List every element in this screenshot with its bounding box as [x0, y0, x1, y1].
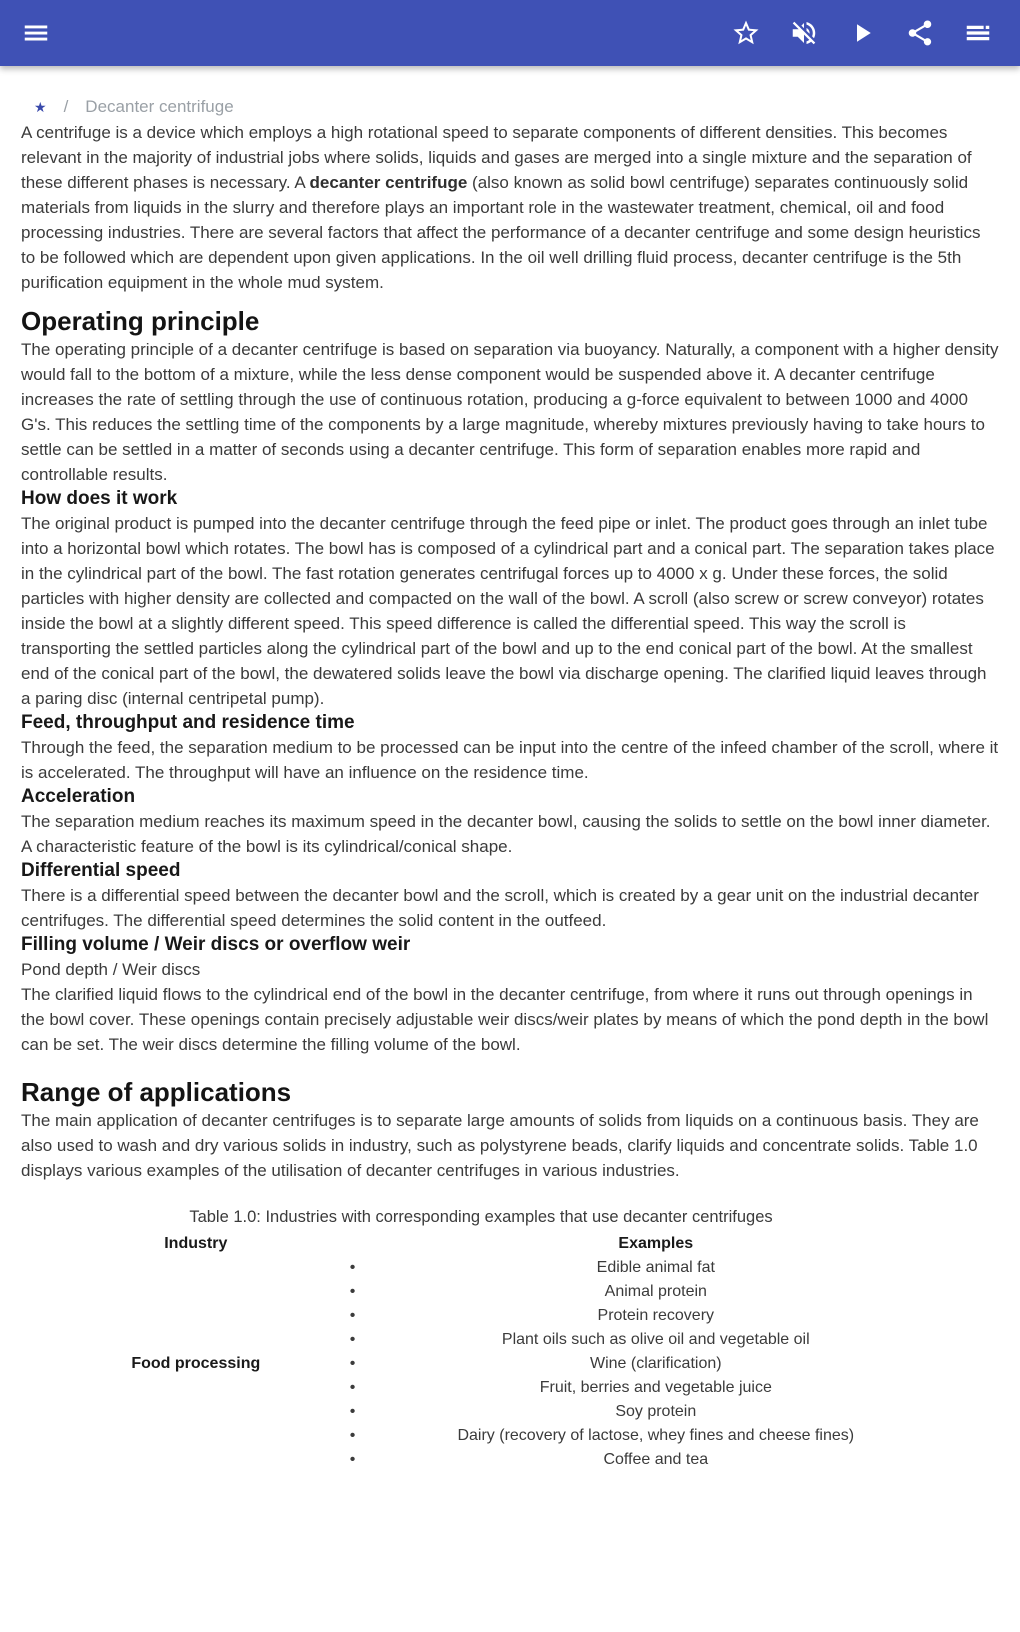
table-row [349, 1304, 941, 1328]
how-does-it-work-paragraph: The original product is pumped into the decanter centrifuge through the feed pipe or inlet. The product goes through an inlet tube into a horizontal bowl which rotates. The bowl has is composed of a cylindrical part and a conical part. The separation takes place in the cylindrical part of the bowl. The fast rotation generates centrifugal forces up to 4000 x g. Under these forces, the solid particles with higher density are collected and compacted on the wall of the bowl. A scroll (also screw or screw conveyor) rotates inside the bowl at a slightly different speed. This speed difference is called the differential speed. This way the scroll is transporting the settled particles along the cylindrical part of the bowl and up to the end conical part of the bowl. At the smallest end of the conical part of the bowl, the dewatered solids leave the bowl via discharge opening. The clarified liquid leaves through a paring disc (internal centripetal pump). [21, 514, 995, 708]
table-header-examples: Examples [618, 1235, 694, 1252]
subheading-acceleration: Acceleration [21, 786, 136, 807]
star-outline-icon[interactable] [724, 11, 768, 55]
bullet-icon: • [349, 1379, 356, 1396]
page-title: Decanter centrifuge [85, 97, 234, 116]
example-text: Wine (clarification) [589, 1355, 722, 1372]
bullet-icon: • [349, 1259, 356, 1276]
bullet-icon: • [349, 1427, 356, 1444]
article-content [0, 94, 1020, 1472]
toc-icon[interactable] [956, 11, 1000, 55]
table-row [349, 1328, 941, 1352]
subheading-how-does-it-work: How does it work [21, 488, 178, 509]
appbar-actions [724, 11, 1006, 55]
table-header-industry: Industry [164, 1235, 228, 1252]
operating-principle-paragraph: The operating principle of a decanter centrifuge is based on separation via buoyancy. Naturally, a component with a higher density would fall to the bottom of a mixture, while the less dense component would be suspended above it. A decanter centrifuge increases the rate of settling through the use of continuous rotation, producing a g-force equivalent to between 1000 and 4000 G's. This reduces the settling time of the components by a large magnitude, whereby mixtures previously having to take hours to settle can be settled in a matter of seconds using a decanter centrifuge. This form of separation enables more rapid and controllable results. [21, 340, 999, 484]
intro-bold-term: decanter centrifuge [309, 173, 468, 192]
intro-text-before: A centrifuge is a device which employs a high rotational speed to separate components of different densities. This becomes relevant in the majority of industrial jobs where solids, liquids and gases are merged into a single mixture and the separation of these different phases is necessary. A [21, 123, 972, 192]
bullet-icon: • [349, 1283, 356, 1300]
table-row [349, 1448, 941, 1472]
subheading-differential-speed: Differential speed [21, 860, 181, 881]
menu-icon[interactable] [14, 11, 58, 55]
example-text: Coffee and tea [603, 1451, 709, 1468]
table-row [349, 1376, 941, 1400]
table-row [349, 1352, 941, 1376]
section-heading-range-of-applications: Range of applications [21, 1077, 292, 1107]
bullet-icon: • [349, 1451, 356, 1468]
feed-throughput-paragraph: Through the feed, the separation medium to be processed can be input into the centre of the infeed chamber of the scroll, where it is accelerated. The throughput will have an influence on the residence time. [21, 738, 999, 782]
section-heading-operating-principle: Operating principle [21, 306, 260, 336]
example-text: Animal protein [604, 1283, 707, 1300]
breadcrumb [21, 94, 999, 120]
acceleration-paragraph: The separation medium reaches its maximum speed in the decanter bowl, causing the solids to settle on the bowl inner diameter. A characteristic feature of the bowl is its cylindrical/conical shape. [21, 812, 991, 856]
share-icon[interactable] [898, 11, 942, 55]
example-text: Dairy (recovery of lactose, whey fines and cheese fines) [457, 1427, 855, 1444]
bullet-icon: • [349, 1331, 356, 1348]
table-row [349, 1424, 941, 1448]
table-row [349, 1256, 941, 1280]
subheading-filling-volume: Filling volume / Weir discs or overflow weir [21, 934, 411, 955]
weir-discs-paragraph: The clarified liquid flows to the cylindrical end of the bowl in the decanter centrifuge, from where it runs out through openings in the bowl cover. These openings contain precisely adjustable weir discs/weir plates by means of which the pond depth in the bowl can be set. The weir discs determine the filling volume of the bowl. [21, 985, 989, 1054]
intro-text-after: (also known as solid bowl centrifuge) separates continuously solid materials from liquids in the slurry and therefore plays an important role in the wastewater treatment, chemical, oil and food processing industries. There are several factors that affect the performance of a decanter centrifuge and some design heuristics to be followed which are dependent upon given applications. In the oil well drilling fluid process, decanter centrifuge is the 5th purification equipment in the whole mud system. [21, 173, 981, 292]
bullet-icon: • [349, 1403, 356, 1420]
breadcrumb-separator: / [63, 97, 69, 116]
table-caption: Table 1.0: Industries with corresponding examples that use decanter centrifuges [189, 1208, 773, 1226]
range-of-applications-paragraph: The main application of decanter centrifuges is to separate large amounts of solids from liquids on a continuous basis. They are also used to wash and dry various solids in industry, such as polystyrene beads, clarify liquids and concentrate solids. Table 1.0 displays various examples of the utilisation of decanter centrifuges in various industries. [21, 1111, 979, 1180]
bullet-icon: • [349, 1307, 356, 1324]
example-text: Edible animal fat [596, 1259, 715, 1276]
pond-depth-line: Pond depth / Weir discs [21, 960, 201, 979]
table-row [349, 1400, 941, 1424]
star-icon[interactable]: ★ [34, 99, 47, 115]
example-text: Fruit, berries and vegetable juice [539, 1379, 772, 1396]
example-text: Protein recovery [597, 1307, 715, 1324]
bullet-icon: • [349, 1355, 356, 1372]
industries-table [21, 1205, 941, 1472]
table-grid [21, 1232, 941, 1472]
app-bar [0, 0, 1020, 66]
differential-speed-paragraph: There is a differential speed between the decanter bowl and the scroll, which is created by a gear unit on the industrial decanter centrifuges. The differential speed determines the solid content in the outfeed. [21, 886, 979, 930]
example-text: Plant oils such as olive oil and vegetable oil [501, 1331, 810, 1348]
intro-paragraph [21, 120, 999, 295]
volume-off-icon[interactable] [782, 11, 826, 55]
example-text: Soy protein [615, 1403, 697, 1420]
table-row [349, 1280, 941, 1304]
subheading-feed-throughput: Feed, throughput and residence time [21, 712, 355, 733]
industry-cell-food-processing: Food processing [131, 1355, 261, 1372]
play-icon[interactable] [840, 11, 884, 55]
